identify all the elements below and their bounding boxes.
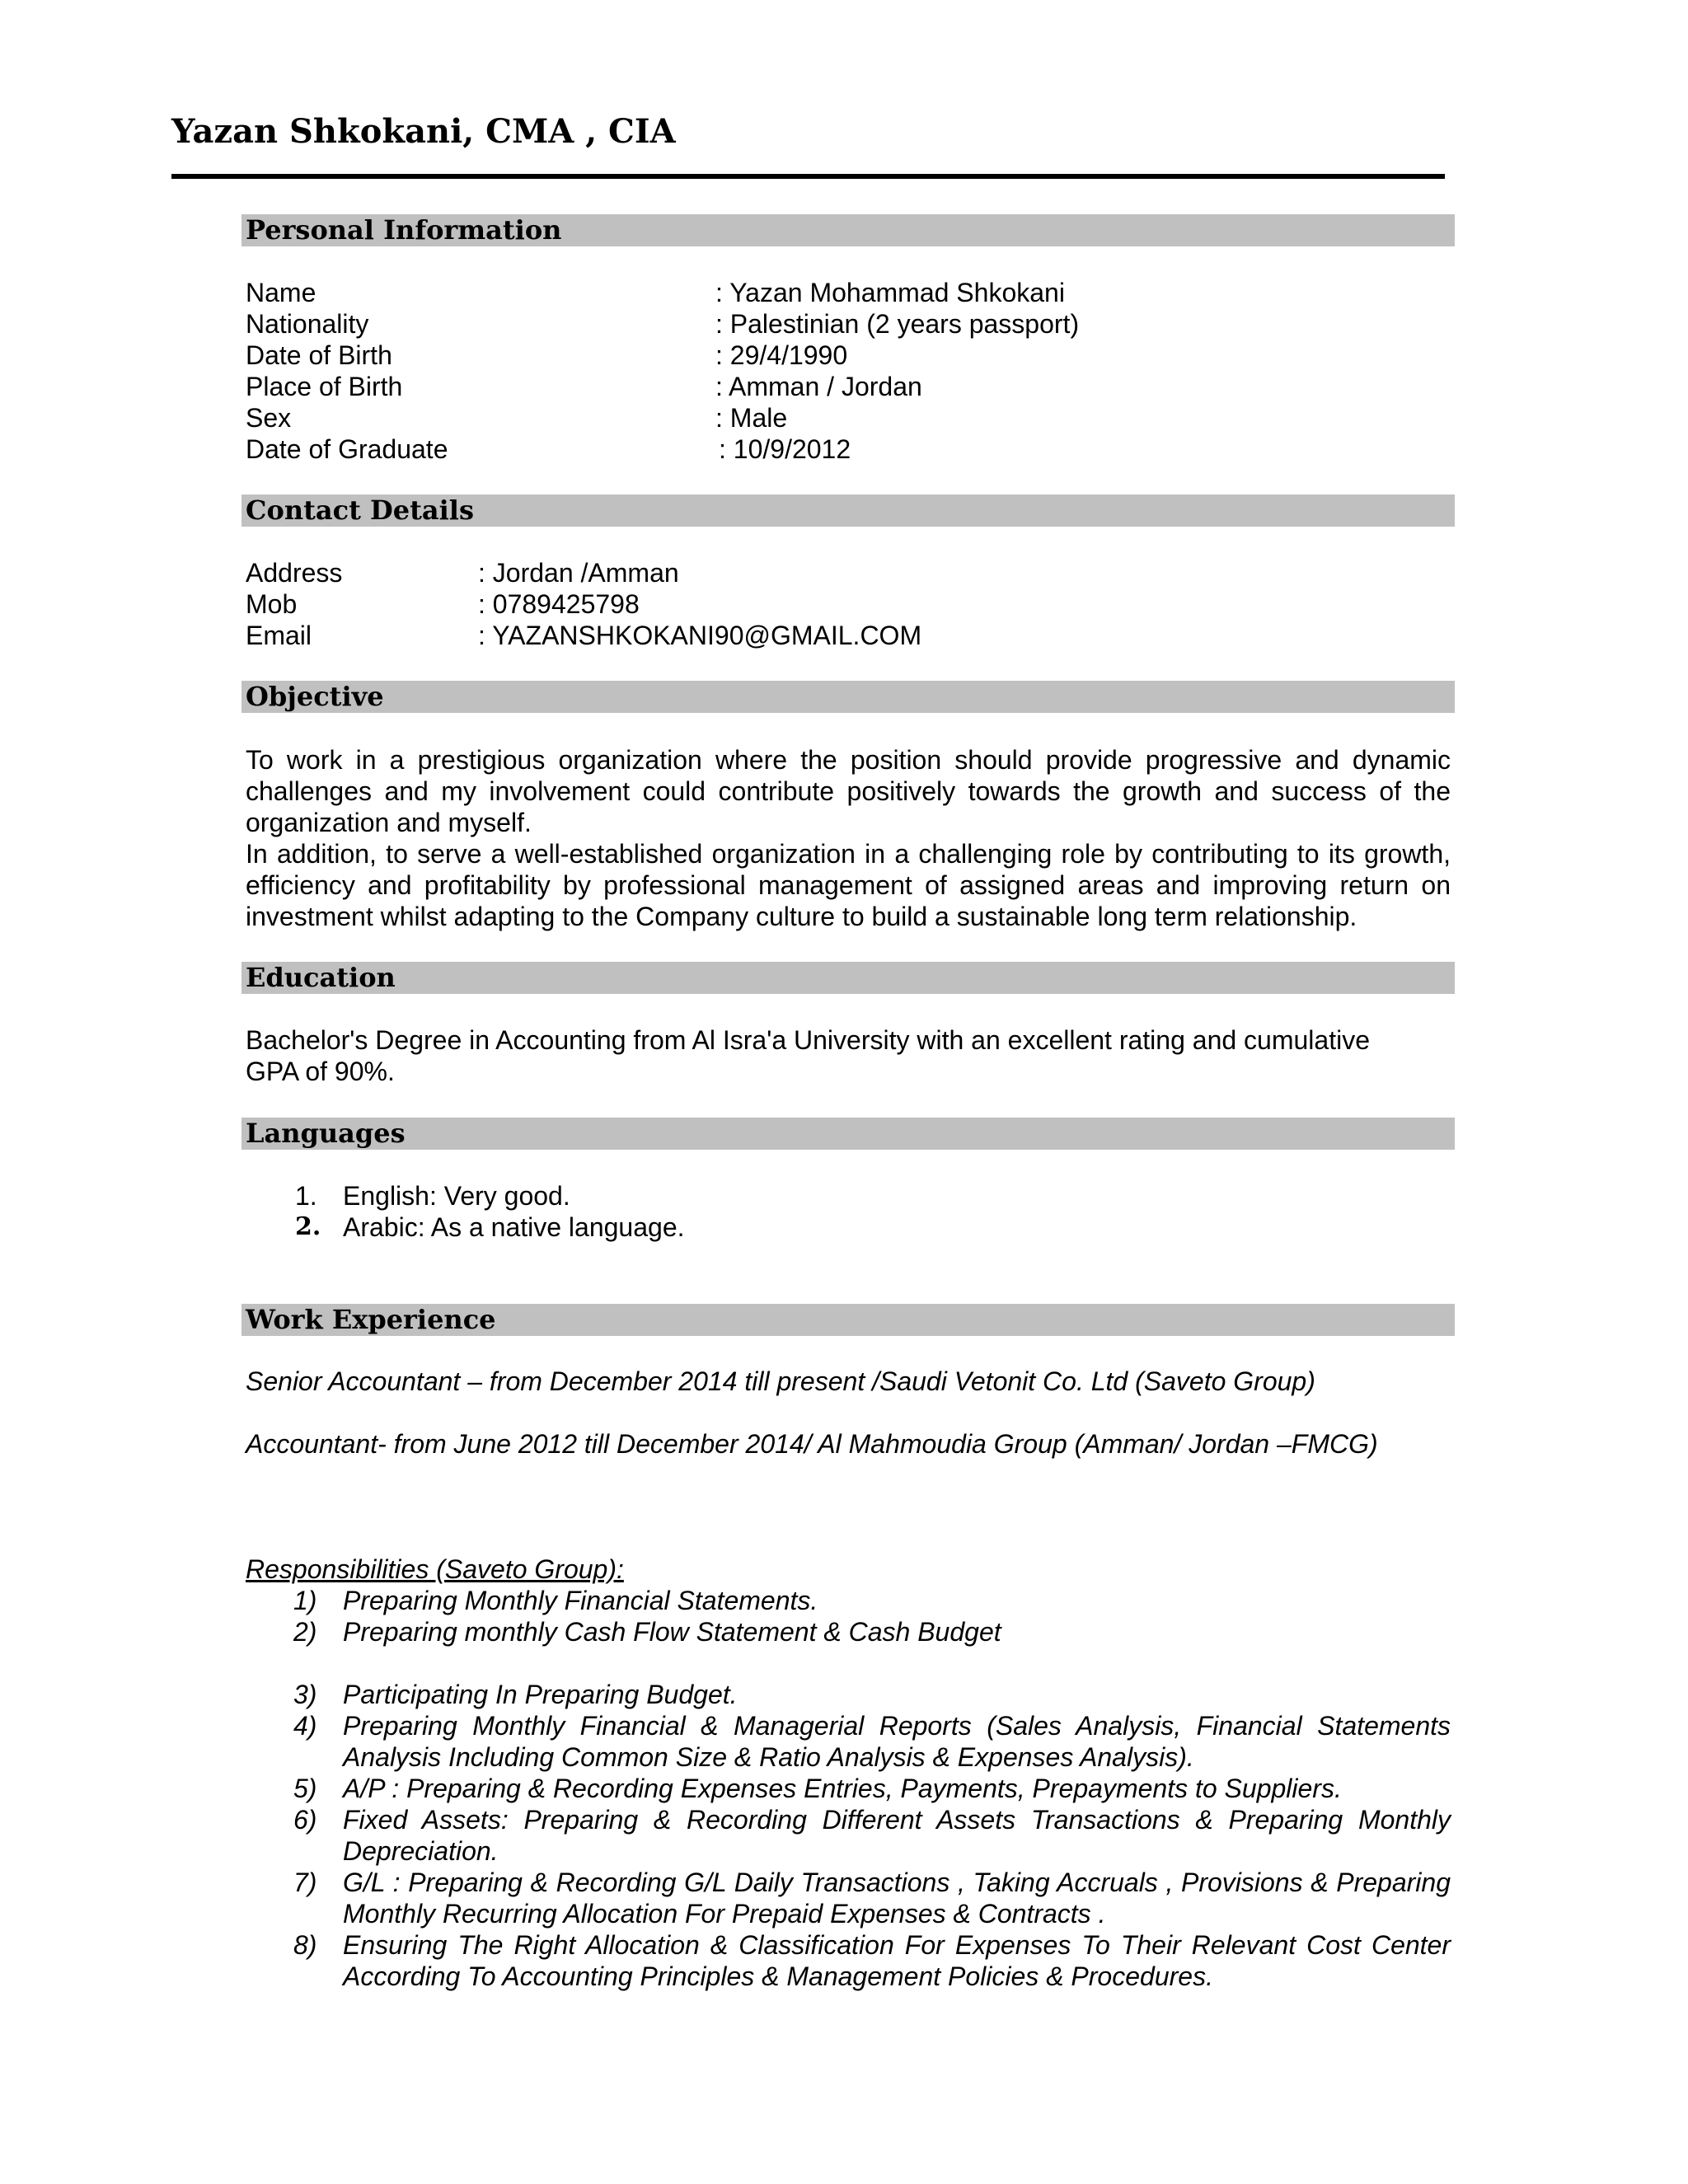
responsibility-text: Preparing Monthly Financial & Managerial Reports (Sales Analysis, Financial Statements Analysis Including Common Size & Ratio Analysis & Expenses Analysis). [343,1711,1451,1772]
personal-label: Date of Birth [246,340,392,370]
language-number: 2. [295,1212,321,1241]
personal-label: Date of Graduate [246,434,448,464]
personal-value: : Yazan Mohammad Shkokani [715,278,1065,307]
contact-value: : 0789425798 [478,589,640,619]
responsibility-text: Fixed Assets: Preparing & Recording Different Assets Transactions & Preparing Monthly Depreciation. [343,1805,1451,1866]
personal-value: : Male [715,403,788,433]
objective-paragraph-2: In addition, to serve a well-established organization in a challenging role by contributing to its growth, efficiency and profitability by professional management of assigned areas and improving return on investment whilst adapting to the Company culture to build a sustainable long term relationship. [246,839,1451,931]
responsibility-number: 8) [293,1930,317,1960]
responsibility-text: Participating In Preparing Budget. [343,1680,738,1709]
responsibility-number: 1) [293,1586,317,1615]
responsibility-text: G/L : Preparing & Recording G/L Daily Transactions , Taking Accruals , Provisions & Preparing Monthly Recurring Allocation For Prepaid Expenses & Contracts . [343,1868,1451,1929]
section-objective: Objective [241,681,1455,713]
responsibilities-heading: Responsibilities (Saveto Group): [246,1554,624,1584]
page-title: Yazan Shkokani, CMA , CIA [171,112,676,151]
responsibility-number: 5) [293,1774,317,1803]
section-contact-details: Contact Details [241,494,1455,527]
responsibility-text: Preparing monthly Cash Flow Statement & Cash Budget [343,1617,1001,1647]
contact-value: : YAZANSHKOKANI90@GMAIL.COM [478,621,922,650]
contact-label: Address [246,558,343,588]
section-personal-information: Personal Information [241,214,1455,246]
personal-value: : Amman / Jordan [715,372,922,401]
personal-label: Sex [246,403,292,433]
language-text: English: Very good. [343,1181,570,1211]
personal-value: : 10/9/2012 [719,434,851,464]
language-number: 1. [295,1181,317,1211]
personal-label: Name [246,278,316,307]
responsibility-number: 4) [293,1711,317,1741]
responsibility-number: 6) [293,1805,317,1835]
personal-label: Nationality [246,309,369,339]
section-languages: Languages [241,1118,1455,1150]
personal-value: : 29/4/1990 [715,340,848,370]
contact-value: : Jordan /Amman [478,558,679,588]
responsibility-text: Preparing Monthly Financial Statements. [343,1586,818,1615]
responsibility-number: 7) [293,1868,317,1897]
contact-label: Email [246,621,312,650]
language-text: Arabic: As a native language. [343,1212,685,1242]
responsibility-number: 3) [293,1680,317,1709]
section-work-experience: Work Experience [241,1304,1455,1336]
personal-value: : Palestinian (2 years passport) [715,309,1080,339]
job-entry-saveto: Senior Accountant – from December 2014 till present /Saudi Vetonit Co. Ltd (Saveto Group) [246,1366,1315,1396]
title-divider [171,174,1445,179]
responsibility-text: A/P : Preparing & Recording Expenses Entries, Payments, Prepayments to Suppliers. [343,1774,1342,1803]
responsibility-number: 2) [293,1617,317,1647]
responsibility-text: Ensuring The Right Allocation & Classification For Expenses To Their Relevant Cost Center According To Accounting Principles & Management Policies & Procedures. [343,1930,1451,1991]
objective-paragraph-1: To work in a prestigious organization where the position should provide progressive and dynamic challenges and my involvement could contribute positively towards the growth and success of the organization and myself. [246,745,1451,837]
section-education: Education [241,962,1455,994]
contact-label: Mob [246,589,298,619]
job-entry-al-mahmoudia: Accountant- from June 2012 till December 2014/ Al Mahmoudia Group (Amman/ Jordan –FMCG) [246,1429,1378,1459]
personal-label: Place of Birth [246,372,403,401]
education-text: Bachelor's Degree in Accounting from Al Isra'a University with an excellent rating and cumulative GPA of 90%. [246,1025,1370,1086]
